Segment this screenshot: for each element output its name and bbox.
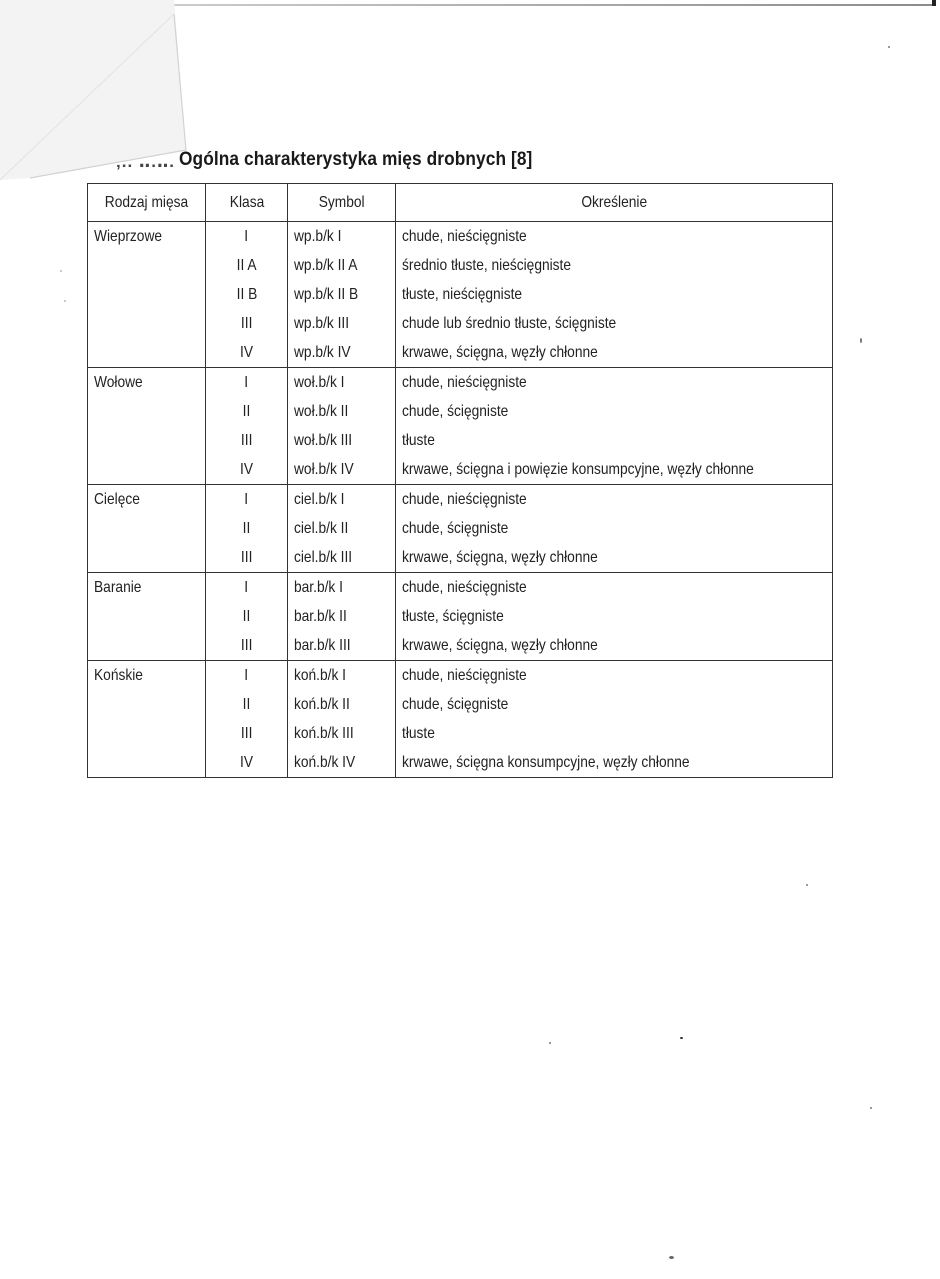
cell-symbol: wp.b/k II B: [288, 280, 396, 309]
scan-speck: [860, 338, 862, 343]
table-row: [88, 573, 833, 603]
cell-symbol: ciel.b/k III: [288, 543, 396, 573]
table-row: [88, 222, 833, 252]
scan-speck: [64, 300, 66, 302]
cell-okreslenie: chude, nieścięgniste: [396, 368, 833, 398]
cell-rodzaj: [88, 690, 206, 719]
cell-rodzaj: [88, 748, 206, 778]
cell-rodzaj: Końskie: [88, 661, 206, 691]
table-row: [88, 543, 833, 573]
cell-symbol: woł.b/k III: [288, 426, 396, 455]
cell-klasa: IV: [205, 748, 288, 778]
table-row: [88, 602, 833, 631]
scan-speck: [549, 1042, 551, 1044]
cell-klasa: I: [205, 661, 288, 691]
scan-speck: [60, 270, 62, 272]
header-okreslenie: Określenie: [396, 184, 833, 222]
cell-rodzaj: Cielęce: [88, 485, 206, 515]
table-header-row: [88, 184, 833, 222]
cell-symbol: bar.b/k II: [288, 602, 396, 631]
cell-symbol: bar.b/k III: [288, 631, 396, 661]
cell-okreslenie: krwawe, ścięgna, węzły chłonne: [396, 543, 833, 573]
table-row: [88, 661, 833, 691]
cut-off-title-prefix: ‚.. ‥.‥.: [116, 152, 176, 171]
cell-klasa: III: [205, 543, 288, 573]
table-row: [88, 309, 833, 338]
table-row: [88, 514, 833, 543]
table-title: [179, 149, 567, 171]
cell-klasa: II: [205, 690, 288, 719]
cell-okreslenie: tłuste: [396, 719, 833, 748]
cell-symbol: woł.b/k IV: [288, 455, 396, 485]
cell-klasa: III: [205, 309, 288, 338]
cell-rodzaj: Baranie: [88, 573, 206, 603]
cell-symbol: wp.b/k I: [288, 222, 396, 252]
cell-klasa: II A: [205, 251, 288, 280]
cell-klasa: III: [205, 631, 288, 661]
cell-okreslenie: krwawe, ścięgna, węzły chłonne: [396, 338, 833, 368]
cell-rodzaj: [88, 719, 206, 748]
cell-klasa: II: [205, 397, 288, 426]
header-rodzaj: Rodzaj mięsa: [88, 184, 206, 222]
cell-symbol: woł.b/k II: [288, 397, 396, 426]
table-title-text: Ogólna charakterystyka mięs drobnych [8]: [179, 149, 533, 170]
table-row: [88, 368, 833, 398]
cell-rodzaj: Wołowe: [88, 368, 206, 398]
cell-okreslenie: średnio tłuste, nieścięgniste: [396, 251, 833, 280]
table-row: [88, 690, 833, 719]
scan-speck: [870, 1107, 872, 1109]
cell-klasa: I: [205, 368, 288, 398]
meat-characteristics-table: [87, 183, 833, 778]
cell-symbol: koń.b/k II: [288, 690, 396, 719]
cell-okreslenie: tłuste, ścięgniste: [396, 602, 833, 631]
cell-symbol: woł.b/k I: [288, 368, 396, 398]
scan-speck: [888, 46, 890, 48]
cell-rodzaj: [88, 514, 206, 543]
cell-symbol: wp.b/k II A: [288, 251, 396, 280]
cell-okreslenie: chude, nieścięgniste: [396, 573, 833, 603]
cell-symbol: koń.b/k I: [288, 661, 396, 691]
cell-okreslenie: chude, ścięgniste: [396, 690, 833, 719]
table-row: [88, 631, 833, 661]
cell-rodzaj: [88, 631, 206, 661]
table-row: [88, 280, 833, 309]
cell-rodzaj: Wieprzowe: [88, 222, 206, 252]
cell-klasa: I: [205, 485, 288, 515]
cell-rodzaj: [88, 602, 206, 631]
cell-okreslenie: tłuste, nieścięgniste: [396, 280, 833, 309]
scan-speck: [680, 1037, 683, 1039]
cell-symbol: koń.b/k III: [288, 719, 396, 748]
cell-rodzaj: [88, 338, 206, 368]
cell-klasa: III: [205, 426, 288, 455]
cell-symbol: ciel.b/k I: [288, 485, 396, 515]
table-row: [88, 426, 833, 455]
cell-okreslenie: krwawe, ścięgna, węzły chłonne: [396, 631, 833, 661]
cell-symbol: wp.b/k III: [288, 309, 396, 338]
table-row: [88, 719, 833, 748]
header-klasa: Klasa: [205, 184, 288, 222]
scan-edge-line: [120, 4, 932, 6]
cell-rodzaj: [88, 309, 206, 338]
scan-speck: [806, 884, 808, 886]
cell-okreslenie: chude, nieścięgniste: [396, 661, 833, 691]
cell-klasa: IV: [205, 455, 288, 485]
cell-klasa: II B: [205, 280, 288, 309]
cell-okreslenie: chude, ścięgniste: [396, 514, 833, 543]
table-row: [88, 251, 833, 280]
cell-symbol: ciel.b/k II: [288, 514, 396, 543]
cell-okreslenie: chude, nieścięgniste: [396, 485, 833, 515]
cell-okreslenie: tłuste: [396, 426, 833, 455]
cell-okreslenie: krwawe, ścięgna i powięzie konsumpcyjne, węzły chłonne: [396, 455, 833, 485]
cell-okreslenie: krwawe, ścięgna konsumpcyjne, węzły chłonne: [396, 748, 833, 778]
cell-rodzaj: [88, 280, 206, 309]
table-row: [88, 748, 833, 778]
table-row: [88, 397, 833, 426]
cell-symbol: wp.b/k IV: [288, 338, 396, 368]
table-row: [88, 338, 833, 368]
scan-corner-mark: [932, 0, 936, 6]
scan-speck: [669, 1256, 674, 1259]
table-body: [88, 222, 833, 778]
cell-rodzaj: [88, 426, 206, 455]
cell-symbol: koń.b/k IV: [288, 748, 396, 778]
cell-okreslenie: chude lub średnio tłuste, ścięgniste: [396, 309, 833, 338]
cell-klasa: II: [205, 514, 288, 543]
cell-okreslenie: chude, ścięgniste: [396, 397, 833, 426]
cell-rodzaj: [88, 397, 206, 426]
cell-rodzaj: [88, 251, 206, 280]
cell-rodzaj: [88, 543, 206, 573]
cell-okreslenie: chude, nieścięgniste: [396, 222, 833, 252]
header-symbol: Symbol: [288, 184, 396, 222]
cell-klasa: IV: [205, 338, 288, 368]
table-row: [88, 485, 833, 515]
table-row: [88, 455, 833, 485]
cell-klasa: I: [205, 222, 288, 252]
cell-rodzaj: [88, 455, 206, 485]
cell-klasa: III: [205, 719, 288, 748]
cell-symbol: bar.b/k I: [288, 573, 396, 603]
cell-klasa: I: [205, 573, 288, 603]
cell-klasa: II: [205, 602, 288, 631]
